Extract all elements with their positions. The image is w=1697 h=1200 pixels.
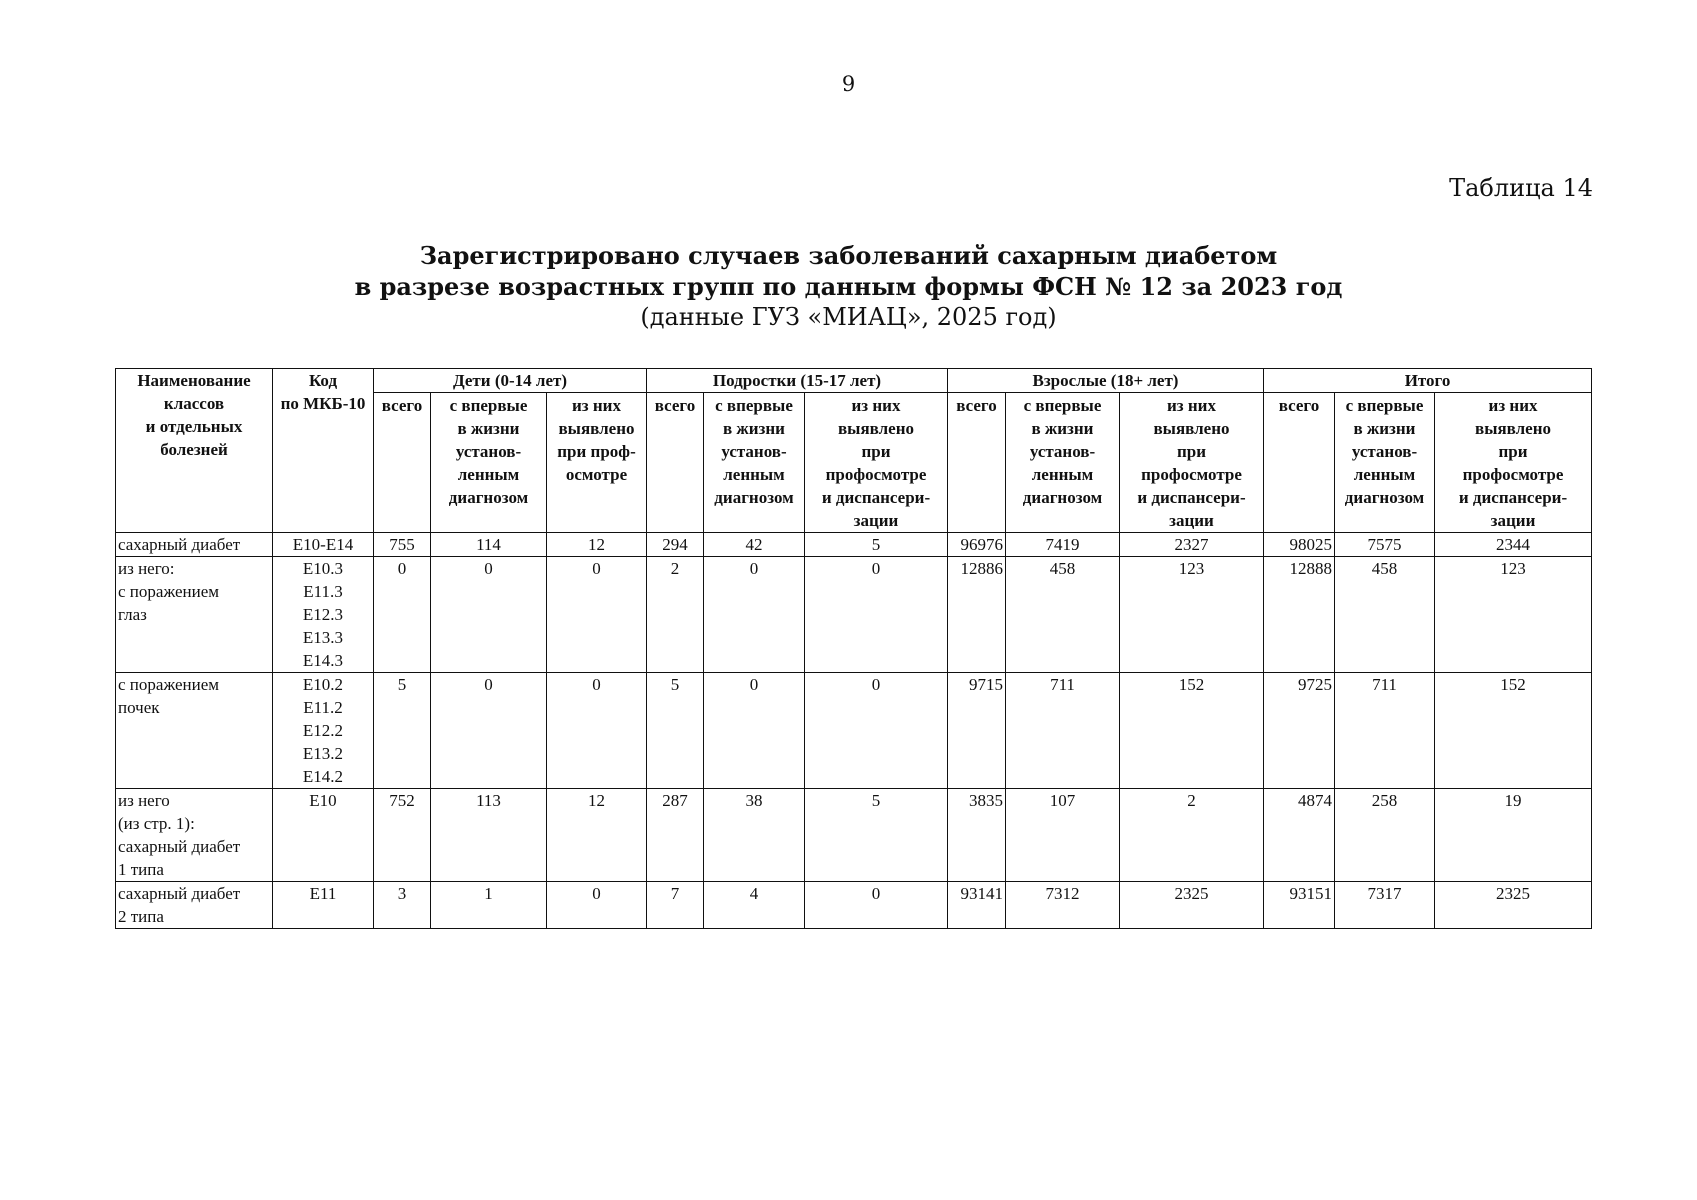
value-cell: 0 <box>805 673 948 789</box>
sub-line: из них <box>572 396 621 415</box>
header-name-line: и отдельных <box>145 417 243 436</box>
sub-found-at-exam <box>805 393 948 533</box>
sub-line: при <box>861 442 891 461</box>
header-name-line: классов <box>163 394 225 413</box>
disease-name-line: глаз <box>118 605 147 624</box>
value-cell: 113 <box>431 789 547 882</box>
disease-name-line: сахарный диабет <box>118 837 241 856</box>
table-label: Таблица 14 <box>1449 174 1593 202</box>
icd-code-line: Е11 <box>309 884 337 903</box>
sub-total: всего <box>1264 393 1335 533</box>
sub-new-diagnosis <box>431 393 547 533</box>
disease-name-cell <box>116 789 273 882</box>
sub-line: выявлено <box>838 419 914 438</box>
icd-code-line: Е11.2 <box>303 698 343 717</box>
header-code <box>273 369 374 533</box>
value-cell: 752 <box>374 789 431 882</box>
icd-code-line: Е10.2 <box>302 675 344 694</box>
value-cell: 0 <box>547 557 647 673</box>
value-cell: 2325 <box>1120 882 1264 929</box>
value-cell: 96976 <box>948 533 1006 557</box>
sub-new-diagnosis <box>704 393 805 533</box>
value-cell: 458 <box>1006 557 1120 673</box>
value-cell: 12888 <box>1264 557 1335 673</box>
table-row <box>116 673 1592 789</box>
value-cell: 7312 <box>1006 882 1120 929</box>
value-cell: 7317 <box>1335 882 1435 929</box>
sub-line: с впервые <box>1345 396 1424 415</box>
value-cell: 755 <box>374 533 431 557</box>
sub-found-at-exam <box>1120 393 1264 533</box>
value-cell: 711 <box>1006 673 1120 789</box>
icd-code-cell <box>273 673 374 789</box>
value-cell: 5 <box>374 673 431 789</box>
value-cell: 0 <box>374 557 431 673</box>
icd-code-line: Е10 <box>309 791 337 810</box>
sub-line: из них <box>851 396 901 415</box>
disease-name-cell <box>116 882 273 929</box>
sub-line: и диспансери- <box>1458 488 1568 507</box>
disease-name-line: из него <box>118 791 170 810</box>
sub-line: профосмотре <box>1141 465 1242 484</box>
table-header <box>116 369 1592 533</box>
table-body <box>116 533 1592 929</box>
disease-name-cell <box>116 533 273 557</box>
value-cell: 12 <box>547 533 647 557</box>
value-cell: 4 <box>704 882 805 929</box>
sub-line: при проф- <box>557 442 636 461</box>
disease-name-line: с поражением <box>118 582 220 601</box>
value-cell: 7 <box>647 882 704 929</box>
disease-name-line: (из стр. 1): <box>118 814 195 833</box>
value-cell: 4874 <box>1264 789 1335 882</box>
icd-code-line: Е14.2 <box>302 767 344 786</box>
icd-code-cell <box>273 882 374 929</box>
table-row <box>116 533 1592 557</box>
icd-code-line: Е12.2 <box>302 721 344 740</box>
value-cell: 93141 <box>948 882 1006 929</box>
page-number: 9 <box>841 72 856 96</box>
table-title <box>0 240 1697 333</box>
sub-found-at-exam <box>547 393 647 533</box>
sub-new-diagnosis <box>1006 393 1120 533</box>
value-cell: 0 <box>704 557 805 673</box>
value-cell: 5 <box>805 789 948 882</box>
sub-line: в жизни <box>723 419 785 438</box>
disease-name-line: сахарный диабет <box>118 884 241 903</box>
sub-line: с впервые <box>1023 396 1102 415</box>
table-row <box>116 789 1592 882</box>
value-cell: 1 <box>431 882 547 929</box>
sub-line: с впервые <box>715 396 793 415</box>
sub-line: установ- <box>721 442 787 461</box>
sub-line: профосмотре <box>1462 465 1564 484</box>
table-row <box>116 557 1592 673</box>
value-cell: 9715 <box>948 673 1006 789</box>
value-cell: 2325 <box>1435 882 1592 929</box>
sub-line: зации <box>1490 511 1536 530</box>
sub-line: осмотре <box>565 465 628 484</box>
sub-line: при <box>1498 442 1528 461</box>
header-code-line: Код <box>308 371 338 390</box>
icd-code-line: Е10.3 <box>302 559 344 578</box>
sub-line: из них <box>1167 396 1216 415</box>
disease-name-cell <box>116 557 273 673</box>
sub-line: зации <box>1169 511 1214 530</box>
value-cell: 9725 <box>1264 673 1335 789</box>
disease-name-line: из него: <box>118 559 175 578</box>
sub-line: ленным <box>457 465 520 484</box>
sub-total: всего <box>374 393 431 533</box>
icd-code-line: Е12.3 <box>302 605 344 624</box>
value-cell: 5 <box>805 533 948 557</box>
icd-code-line: Е11.3 <box>303 582 343 601</box>
group-total: Итого <box>1264 369 1592 393</box>
value-cell: 294 <box>647 533 704 557</box>
value-cell: 152 <box>1435 673 1592 789</box>
value-cell: 7575 <box>1335 533 1435 557</box>
header-name-line: болезней <box>160 440 228 459</box>
disease-name-line: 1 типа <box>118 860 164 879</box>
value-cell: 7419 <box>1006 533 1120 557</box>
title-line-1: Зарегистрировано случаев заболеваний сахарным диабетом <box>419 241 1278 270</box>
sub-line: из них <box>1488 396 1538 415</box>
table-row <box>116 882 1592 929</box>
value-cell: 42 <box>704 533 805 557</box>
sub-total: всего <box>948 393 1006 533</box>
sub-line: и диспансери- <box>1137 488 1246 507</box>
disease-name-line: 2 типа <box>118 907 164 926</box>
title-source: (данные ГУЗ «МИАЦ», 2025 год) <box>640 303 1057 331</box>
disease-name-line: с поражением <box>118 675 220 694</box>
disease-name-line: почек <box>118 698 160 717</box>
icd-code-line: Е10-Е14 <box>292 535 354 554</box>
icd-code-cell <box>273 533 374 557</box>
sub-new-diagnosis <box>1335 393 1435 533</box>
icd-code-line: Е13.2 <box>302 744 344 763</box>
sub-line: диагнозом <box>1344 488 1425 507</box>
sub-line: в жизни <box>1353 419 1416 438</box>
value-cell: 38 <box>704 789 805 882</box>
value-cell: 0 <box>805 882 948 929</box>
value-cell: 114 <box>431 533 547 557</box>
sub-line: установ- <box>455 442 522 461</box>
value-cell: 3 <box>374 882 431 929</box>
value-cell: 93151 <box>1264 882 1335 929</box>
value-cell: 3835 <box>948 789 1006 882</box>
value-cell: 12 <box>547 789 647 882</box>
group-children: Дети (0-14 лет) <box>374 369 647 393</box>
sub-line: установ- <box>1029 442 1096 461</box>
sub-line: ленным <box>723 465 785 484</box>
value-cell: 0 <box>431 557 547 673</box>
sub-line: установ- <box>1351 442 1418 461</box>
value-cell: 0 <box>547 673 647 789</box>
sub-line: диагнозом <box>1022 488 1103 507</box>
value-cell: 287 <box>647 789 704 882</box>
group-teens: Подростки (15-17 лет) <box>647 369 948 393</box>
sub-line: с впервые <box>449 396 528 415</box>
value-cell: 2327 <box>1120 533 1264 557</box>
value-cell: 12886 <box>948 557 1006 673</box>
diabetes-cases-table <box>115 368 1592 929</box>
icd-code-cell <box>273 557 374 673</box>
value-cell: 19 <box>1435 789 1592 882</box>
sub-total: всего <box>647 393 704 533</box>
value-cell: 123 <box>1435 557 1592 673</box>
header-name-line: Наименование <box>137 371 251 390</box>
value-cell: 0 <box>547 882 647 929</box>
header-name <box>116 369 273 533</box>
value-cell: 107 <box>1006 789 1120 882</box>
value-cell: 152 <box>1120 673 1264 789</box>
value-cell: 258 <box>1335 789 1435 882</box>
sub-found-at-exam <box>1435 393 1592 533</box>
sub-line: зации <box>853 511 899 530</box>
sub-line: выявлено <box>1475 419 1552 438</box>
title-line-2: в разрезе возрастных групп по данным формы ФСН № 12 за 2023 год <box>354 272 1343 301</box>
sub-line: диагнозом <box>714 488 794 507</box>
value-cell: 711 <box>1335 673 1435 789</box>
sub-line: выявлено <box>558 419 635 438</box>
sub-line: в жизни <box>1031 419 1094 438</box>
value-cell: 0 <box>805 557 948 673</box>
value-cell: 5 <box>647 673 704 789</box>
sub-line: ленным <box>1031 465 1094 484</box>
sub-line: в жизни <box>457 419 520 438</box>
icd-code-cell <box>273 789 374 882</box>
value-cell: 458 <box>1335 557 1435 673</box>
value-cell: 0 <box>431 673 547 789</box>
value-cell: 0 <box>704 673 805 789</box>
sub-line: и диспансери- <box>821 488 931 507</box>
icd-code-line: Е13.3 <box>302 628 344 647</box>
value-cell: 123 <box>1120 557 1264 673</box>
sub-line: выявлено <box>1153 419 1230 438</box>
disease-name-line: сахарный диабет <box>118 535 241 554</box>
value-cell: 2344 <box>1435 533 1592 557</box>
value-cell: 98025 <box>1264 533 1335 557</box>
value-cell: 2 <box>1120 789 1264 882</box>
disease-name-cell <box>116 673 273 789</box>
sub-line: при <box>1176 442 1207 461</box>
sub-line: профосмотре <box>825 465 927 484</box>
sub-line: диагнозом <box>448 488 529 507</box>
icd-code-line: Е14.3 <box>302 651 344 670</box>
sub-line: ленным <box>1353 465 1416 484</box>
group-adults: Взрослые (18+ лет) <box>948 369 1264 393</box>
value-cell: 2 <box>647 557 704 673</box>
header-code-line: по МКБ-10 <box>280 394 366 413</box>
